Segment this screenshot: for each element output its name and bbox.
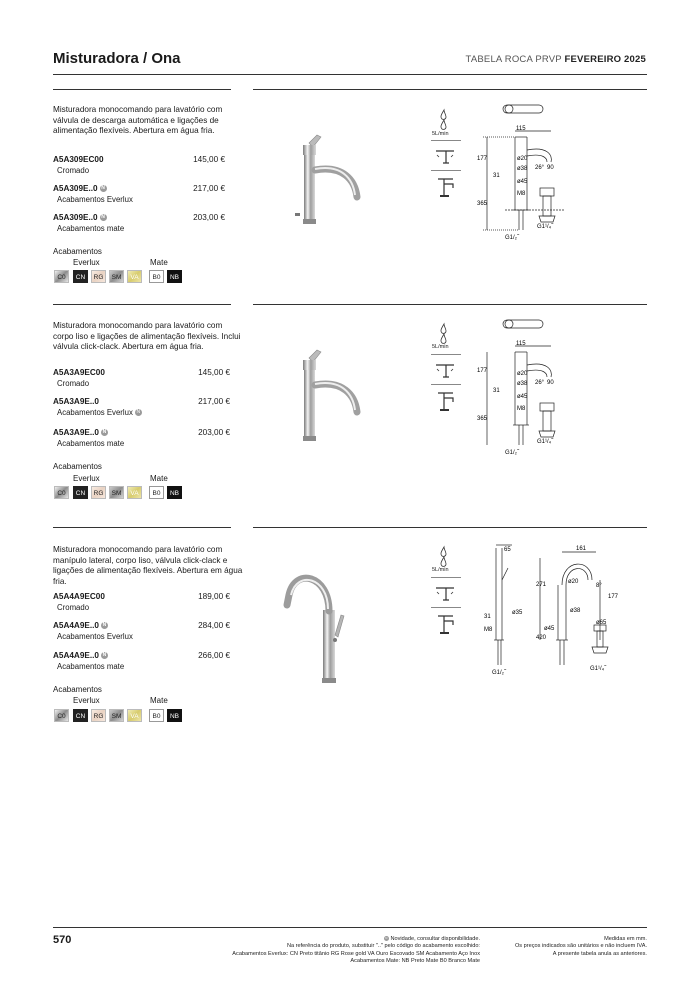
swatch-rg: RG xyxy=(91,709,106,722)
product-code: A5A4A9E..0 N xyxy=(53,651,107,660)
svg-text:ø45: ø45 xyxy=(517,179,528,185)
everlux-label: Everlux xyxy=(73,474,100,483)
svg-text:G1¹/₄˝: G1¹/₄˝ xyxy=(537,224,554,230)
product-description: Misturadora monocomando para lavatório com corpo liso e ligações de alimentação flexíveis. Inclui válvula click-clack. Abertura em água fria. xyxy=(53,321,241,351)
svg-text:31: 31 xyxy=(484,614,491,620)
section-rule xyxy=(253,304,647,305)
product-price: 203,00 € xyxy=(198,428,230,437)
svg-text:161: 161 xyxy=(576,546,587,552)
icon-divider xyxy=(431,170,461,171)
swatch-nb: NB xyxy=(167,709,182,722)
finishes-label: Acabamentos xyxy=(53,685,102,694)
product-code: A5A3A9EC00 xyxy=(53,368,105,377)
icon-divider xyxy=(431,384,461,385)
product-price: 189,00 € xyxy=(198,592,230,601)
footer-legal xyxy=(490,936,647,958)
svg-text:26°: 26° xyxy=(535,380,545,386)
technical-drawing xyxy=(475,315,650,460)
product-price: 203,00 € xyxy=(193,213,225,222)
product-price: 145,00 € xyxy=(193,155,225,164)
section-rule xyxy=(53,304,231,305)
section-rule xyxy=(253,89,647,90)
everlux-label: Everlux xyxy=(73,696,100,705)
swatch-va: VA xyxy=(127,709,142,722)
new-badge-icon: N xyxy=(102,622,107,629)
svg-text:31: 31 xyxy=(493,173,500,179)
product-price: 266,00 € xyxy=(198,651,230,660)
swatch-nb: NB xyxy=(167,270,182,283)
svg-text:M8: M8 xyxy=(517,406,526,412)
product-finish: Cromado xyxy=(57,603,90,612)
swatch-rg: RG xyxy=(91,486,106,499)
product-description: Misturadora monocomando para lavatório com manípulo lateral, corpo liso, válvula click-clack e ligações de alimentação flexíveis. Abertura em água fria. xyxy=(53,545,243,586)
swatch-cn: CN xyxy=(73,270,88,283)
product-code: A5A4A9EC00 xyxy=(53,592,105,601)
faucet-image xyxy=(285,125,375,225)
svg-text:ø20: ø20 xyxy=(517,156,528,162)
swatch-b0: B0 xyxy=(149,709,164,722)
product-code: A5A3A9E..0 xyxy=(53,397,99,406)
product-finish: Acabamentos mate xyxy=(57,662,125,671)
footer-note: Na referência do produto, substituir ".." pelo código do acabamento escolhido: xyxy=(286,943,480,950)
everlux-label: Everlux xyxy=(73,258,100,267)
svg-text:271: 271 xyxy=(536,582,547,588)
product-code: A5A309EC00 xyxy=(53,155,104,164)
technical-drawing xyxy=(480,540,650,680)
svg-text:177: 177 xyxy=(608,594,619,600)
swatch-c0: C0 xyxy=(54,709,69,722)
svg-text:ø38: ø38 xyxy=(517,166,528,172)
swatch-cn: CN xyxy=(73,709,88,722)
swatch-cn: CN xyxy=(73,486,88,499)
svg-text:ø65: ø65 xyxy=(596,620,607,626)
svg-text:ø38: ø38 xyxy=(517,381,528,387)
flow-rate: 5L/min xyxy=(432,567,449,573)
footer-rule xyxy=(53,927,647,928)
product-finish: Cromado xyxy=(57,379,90,388)
swatch-rg: RG xyxy=(91,270,106,283)
swatch-sm: SM xyxy=(109,270,124,283)
footer-note: Os preços indicados são unitários e não incluem IVA. xyxy=(514,943,647,950)
section-rule xyxy=(53,527,231,528)
product-code: A5A4A9E..0 N xyxy=(53,621,107,630)
swatch-va: VA xyxy=(127,486,142,499)
faucet-type-icon xyxy=(433,612,459,636)
swatch-va: VA xyxy=(127,270,142,283)
page-number: 570 xyxy=(53,934,72,946)
swatch-b0: B0 xyxy=(149,486,164,499)
product-code: A5A309E..0 N xyxy=(53,184,105,193)
faucet-image xyxy=(275,565,380,685)
lever-handle-icon xyxy=(433,582,459,604)
svg-text:ø20: ø20 xyxy=(517,371,528,377)
icon-divider xyxy=(431,607,461,608)
svg-text:G1/₂˝: G1/₂˝ xyxy=(492,670,506,676)
new-badge-icon: N xyxy=(136,409,141,416)
svg-text:ø38: ø38 xyxy=(570,608,581,614)
svg-text:8°: 8° xyxy=(596,583,602,589)
flow-rate: 5L/min xyxy=(432,131,449,137)
svg-text:115: 115 xyxy=(516,126,526,132)
product-price: 217,00 € xyxy=(193,184,225,193)
new-badge-icon: N xyxy=(385,936,388,941)
mate-label: Mate xyxy=(150,696,168,705)
svg-text:G1/₂˝: G1/₂˝ xyxy=(505,235,519,241)
svg-text:G1¹/₄˝: G1¹/₄˝ xyxy=(590,666,607,672)
product-price: 284,00 € xyxy=(198,621,230,630)
swatch-nb: NB xyxy=(167,486,182,499)
svg-text:ø45: ø45 xyxy=(517,394,528,400)
footer-notes xyxy=(190,936,480,966)
section-rule xyxy=(253,527,647,528)
svg-text:420: 420 xyxy=(536,635,547,641)
svg-text:115: 115 xyxy=(516,341,526,347)
faucet-type-icon xyxy=(433,389,459,413)
icon-divider xyxy=(431,140,461,141)
footer-note: A presente tabela anula as anteriores. xyxy=(552,950,647,957)
lever-handle-icon xyxy=(433,145,459,167)
svg-text:31: 31 xyxy=(493,388,500,394)
swatch-b0: B0 xyxy=(149,270,164,283)
svg-text:177: 177 xyxy=(477,156,488,162)
faucet-image xyxy=(285,340,375,445)
swatch-c0: C0 xyxy=(54,486,69,499)
svg-text:365: 365 xyxy=(477,201,488,207)
svg-text:ø35: ø35 xyxy=(512,610,523,616)
swatch-sm: SM xyxy=(109,709,124,722)
product-finish: Acabamentos Everlux N xyxy=(57,408,141,417)
product-finish: Acabamentos mate xyxy=(57,439,125,448)
svg-text:90: 90 xyxy=(547,165,554,171)
lever-handle-icon xyxy=(433,359,459,381)
section-rule xyxy=(53,89,231,90)
new-badge-icon: N xyxy=(101,214,105,221)
product-finish: Acabamentos mate xyxy=(57,224,125,233)
page-title: Misturadora / Ona xyxy=(53,50,181,67)
product-finish: Cromado xyxy=(57,166,90,175)
product-description: Misturadora monocomando para lavatório com válvula de descarga automática e ligações de alimentação flexíveis. Abertura em água fria. xyxy=(53,105,223,135)
footer-note: Acabamentos Mate: NB Preto Mate B0 Branco Mate xyxy=(350,958,480,965)
product-finish: Acabamentos Everlux xyxy=(57,195,133,204)
header-edition: TABELA ROCA PRVP FEVEREIRO 2025 xyxy=(465,54,646,65)
product-code: A5A3A9E..0 N xyxy=(53,428,107,437)
product-code: A5A309E..0 N xyxy=(53,213,105,222)
finishes-label: Acabamentos xyxy=(53,462,102,471)
svg-text:G1/₂˝: G1/₂˝ xyxy=(505,450,519,456)
mate-label: Mate xyxy=(150,258,168,267)
product-price: 217,00 € xyxy=(198,397,230,406)
svg-text:M8: M8 xyxy=(517,191,526,197)
footer-note: Medidas em mm. xyxy=(604,936,647,942)
svg-text:M8: M8 xyxy=(484,627,493,633)
swatch-sm: SM xyxy=(109,486,124,499)
faucet-type-icon xyxy=(433,175,459,199)
swatch-c0: C0 xyxy=(54,270,69,283)
header-rule xyxy=(53,74,647,75)
new-badge-icon: N xyxy=(101,185,105,192)
product-finish: Acabamentos Everlux xyxy=(57,632,133,641)
svg-text:365: 365 xyxy=(477,416,488,422)
new-badge-icon: N xyxy=(102,652,107,659)
new-badge-icon: N xyxy=(102,429,107,436)
finishes-label: Acabamentos xyxy=(53,247,102,256)
svg-text:ø45: ø45 xyxy=(544,626,555,632)
flow-rate: 5L/min xyxy=(432,344,449,350)
svg-text:65: 65 xyxy=(504,547,511,553)
svg-text:177: 177 xyxy=(477,368,488,374)
icon-divider xyxy=(431,354,461,355)
mate-label: Mate xyxy=(150,474,168,483)
footer-note-new: N Novidade, consultar disponibilidade. xyxy=(385,936,480,942)
product-price: 145,00 € xyxy=(198,368,230,377)
svg-text:ø20: ø20 xyxy=(568,579,579,585)
svg-text:26°: 26° xyxy=(535,165,545,171)
technical-drawing xyxy=(475,100,650,245)
svg-text:90: 90 xyxy=(547,380,554,386)
icon-divider xyxy=(431,577,461,578)
footer-note: Acabamentos Everlux: CN Preto titânio RG Rose gold VA Ouro Escovado SM Acabamento Aço Inox xyxy=(232,950,480,957)
svg-text:G1¹/₄˝: G1¹/₄˝ xyxy=(537,439,554,445)
